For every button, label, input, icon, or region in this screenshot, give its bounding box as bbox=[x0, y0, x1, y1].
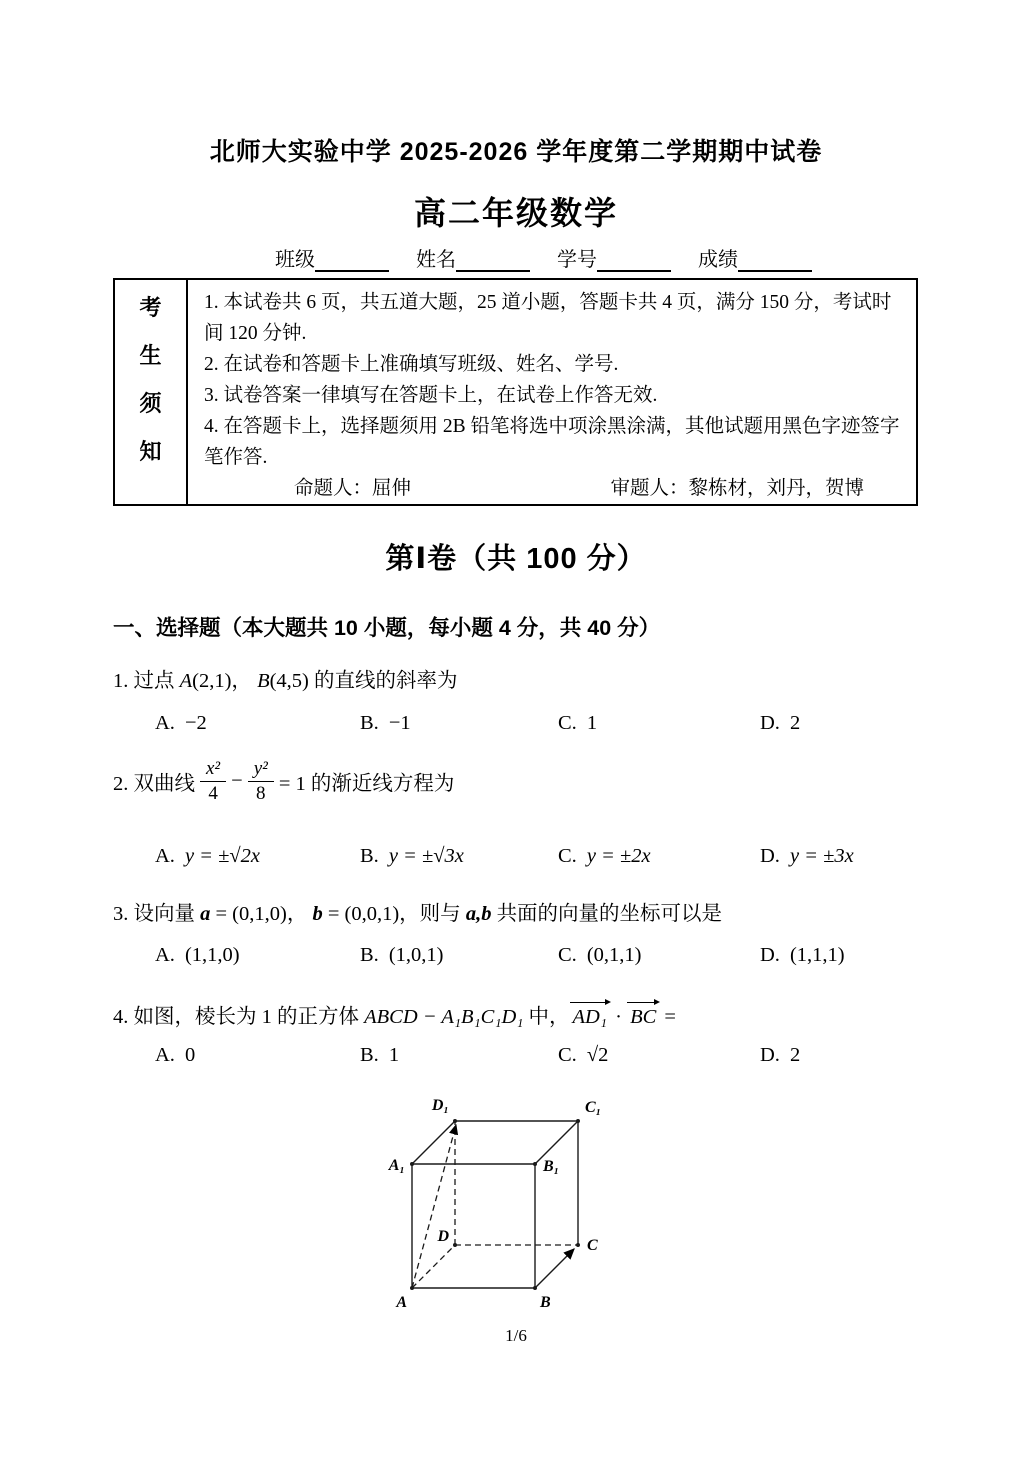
vertex-label-b: B bbox=[540, 1294, 551, 1311]
score-blank-line[interactable] bbox=[738, 248, 812, 272]
question-4-stem bbox=[113, 999, 676, 1029]
minus-sign: − bbox=[231, 769, 243, 792]
option-value: −1 bbox=[388, 712, 411, 734]
q1-option-c[interactable] bbox=[558, 712, 760, 735]
class-blank-line[interactable] bbox=[315, 248, 389, 272]
vertex-label-b1: B₁ bbox=[543, 1158, 560, 1175]
class-label: 班级 bbox=[275, 249, 315, 271]
student-id-label: 学号 bbox=[557, 249, 597, 271]
option-value: −2 bbox=[184, 712, 207, 734]
option-letter: D. bbox=[760, 1044, 780, 1066]
q1-text: (2,1)， bbox=[192, 670, 258, 692]
score-label: 成绩 bbox=[698, 249, 738, 271]
q2-option-b[interactable] bbox=[360, 845, 558, 868]
fraction-denominator: 8 bbox=[256, 782, 266, 804]
vector-a: a bbox=[200, 903, 211, 925]
q2-fraction-1 bbox=[200, 758, 226, 805]
q1-point-a: A bbox=[179, 670, 193, 692]
q2-text: 2. 双曲线 bbox=[113, 773, 195, 796]
option-value: (1,1,0) bbox=[184, 944, 240, 966]
notice-item-3: 3. 试卷答案一律填写在答题卡上，在试卷上作答无效. bbox=[204, 385, 658, 406]
q2-option-c[interactable] bbox=[558, 845, 760, 868]
question-4-options bbox=[155, 1044, 945, 1067]
vertex-label-a1: A₁ bbox=[388, 1157, 405, 1174]
notice-side-char: 知 bbox=[139, 438, 162, 464]
q1-text: (4,5) 的直线的斜率为 bbox=[269, 670, 458, 692]
option-letter: B. bbox=[360, 944, 379, 966]
option-letter: A. bbox=[155, 845, 175, 867]
q3-option-c[interactable] bbox=[558, 944, 760, 967]
vertex-label-d1: D₁ bbox=[431, 1097, 449, 1114]
question-2-stem bbox=[113, 758, 454, 805]
name-field bbox=[416, 243, 530, 272]
equals-sign: = bbox=[659, 1006, 676, 1028]
option-value: y = ±3x bbox=[789, 845, 854, 867]
option-letter: A. bbox=[155, 712, 175, 734]
vector-bc: BC bbox=[627, 1006, 659, 1029]
vertex-label-d: D bbox=[437, 1228, 449, 1245]
vertex-label-c1: C₁ bbox=[585, 1099, 602, 1116]
q3-option-a[interactable] bbox=[155, 944, 360, 967]
option-value: (1,0,1) bbox=[388, 944, 444, 966]
page-number: 1/6 bbox=[505, 1326, 527, 1345]
section-1-title: 第Ⅰ卷（共 100 分） bbox=[385, 543, 647, 575]
option-letter: C. bbox=[558, 712, 577, 734]
option-letter: D. bbox=[760, 712, 780, 734]
vertex-label-a: A bbox=[396, 1294, 407, 1311]
option-letter: C. bbox=[558, 1044, 577, 1066]
notice-side-char: 考 bbox=[139, 294, 162, 320]
q1-option-a[interactable] bbox=[155, 712, 360, 735]
notice-item-4: 4. 在答题卡上，选择题须用 2B 铅笔将选中项涂黑涂满，其他试题用黑色字迹签字笔作答. bbox=[204, 416, 900, 468]
notice-side-char: 生 bbox=[139, 342, 162, 368]
exam-title: 北师大实验中学 2025-2026 学年度第二学期期中试卷 bbox=[209, 138, 823, 166]
notice-side-char: 须 bbox=[139, 390, 162, 416]
option-value: y = ±2x bbox=[586, 845, 651, 867]
option-letter: B. bbox=[360, 712, 379, 734]
subject-title: 高二年级数学 bbox=[413, 195, 618, 231]
student-id-blank-line[interactable] bbox=[597, 248, 671, 272]
option-letter: C. bbox=[558, 944, 577, 966]
q1-option-d[interactable] bbox=[760, 712, 945, 735]
q3-text: = (0,0,1)，则与 bbox=[322, 903, 466, 925]
option-letter: D. bbox=[760, 944, 780, 966]
option-value: 1 bbox=[388, 1044, 400, 1066]
student-info-line bbox=[275, 243, 812, 272]
notice-body bbox=[188, 280, 916, 504]
name-blank-line[interactable] bbox=[456, 248, 530, 272]
q3-option-b[interactable] bbox=[360, 944, 558, 967]
option-value: y = ±√2x bbox=[184, 845, 260, 867]
q3-text: 共面的向量的坐标可以是 bbox=[491, 903, 723, 925]
option-value: 2 bbox=[789, 712, 801, 734]
option-value: √2 bbox=[586, 1044, 609, 1066]
notice-footer bbox=[204, 473, 902, 504]
vector-b: b bbox=[312, 903, 323, 925]
option-value: (1,1,1) bbox=[789, 944, 845, 966]
option-value: 1 bbox=[586, 712, 598, 734]
q4-text: 4. 如图，棱长为 1 的正方体 bbox=[113, 1006, 365, 1028]
option-value: 0 bbox=[184, 1044, 196, 1066]
name-label: 姓名 bbox=[416, 249, 456, 271]
q1-option-b[interactable] bbox=[360, 712, 558, 735]
q4-text: 中， bbox=[523, 1006, 570, 1028]
q4-option-b[interactable] bbox=[360, 1044, 558, 1067]
score-field bbox=[698, 243, 812, 272]
notice-side-label bbox=[115, 280, 188, 504]
vectors-ab: a,b bbox=[465, 903, 492, 925]
cube-name: ABCD − A₁B₁C₁D₁ bbox=[364, 1006, 524, 1028]
question-1-stem bbox=[113, 663, 458, 693]
vertex-label-c: C bbox=[587, 1237, 598, 1254]
option-value: 2 bbox=[789, 1044, 801, 1066]
q3-text: 3. 设向量 bbox=[113, 903, 201, 925]
option-value: (0,1,1) bbox=[586, 944, 642, 966]
q4-option-d[interactable] bbox=[760, 1044, 945, 1067]
multiple-choice-header: 一、选择题（本大题共 10 小题，每小题 4 分，共 40 分） bbox=[113, 616, 661, 640]
q4-option-a[interactable] bbox=[155, 1044, 360, 1067]
option-letter: B. bbox=[360, 1044, 379, 1066]
option-letter: C. bbox=[558, 845, 577, 867]
option-value: y = ±√3x bbox=[388, 845, 464, 867]
q1-point-b: B bbox=[257, 670, 270, 692]
q2-fraction-2 bbox=[248, 758, 274, 805]
option-letter: B. bbox=[360, 845, 379, 867]
q2-text: = 1 的渐近线方程为 bbox=[278, 773, 455, 796]
q3-option-d[interactable] bbox=[760, 944, 945, 967]
student-id-field bbox=[557, 243, 671, 272]
notice-item-2: 2. 在试卷和答题卡上准确填写班级、姓名、学号. bbox=[204, 354, 619, 375]
notice-item-1: 1. 本试卷共 6 页，共五道大题，25 道小题，答题卡共 4 页，满分 150 分，考试时间 120 分钟. bbox=[204, 292, 892, 344]
q3-text: = (0,1,0)， bbox=[210, 903, 313, 925]
q2-option-d[interactable] bbox=[760, 845, 945, 868]
question-1-options bbox=[155, 712, 945, 735]
fraction-numerator: y² bbox=[248, 758, 274, 782]
option-letter: D. bbox=[760, 845, 780, 867]
vector-ad1: AD₁ bbox=[570, 1006, 610, 1029]
question-3-stem bbox=[113, 896, 722, 926]
cube-figure bbox=[383, 1093, 633, 1326]
class-field bbox=[275, 243, 389, 272]
proposer-label: 命题人：屈伸 bbox=[294, 478, 412, 499]
reviewer-label: 审题人：黎栋材，刘丹，贺博 bbox=[610, 478, 864, 499]
dot-operator: · bbox=[609, 1006, 628, 1028]
fraction-denominator: 4 bbox=[208, 782, 218, 804]
q4-option-c[interactable] bbox=[558, 1044, 760, 1067]
vector-bc-arrow bbox=[535, 1249, 574, 1288]
fraction-numerator: x² bbox=[200, 758, 226, 782]
q2-option-a[interactable] bbox=[155, 845, 360, 868]
notice-box bbox=[113, 278, 918, 506]
vector-ad1-arrow bbox=[412, 1125, 456, 1288]
option-letter: A. bbox=[155, 944, 175, 966]
question-3-options bbox=[155, 944, 945, 967]
cube-diagram bbox=[383, 1093, 633, 1321]
q1-text: 1. 过点 bbox=[113, 670, 180, 692]
question-2-options bbox=[155, 845, 945, 868]
option-letter: A. bbox=[155, 1044, 175, 1066]
